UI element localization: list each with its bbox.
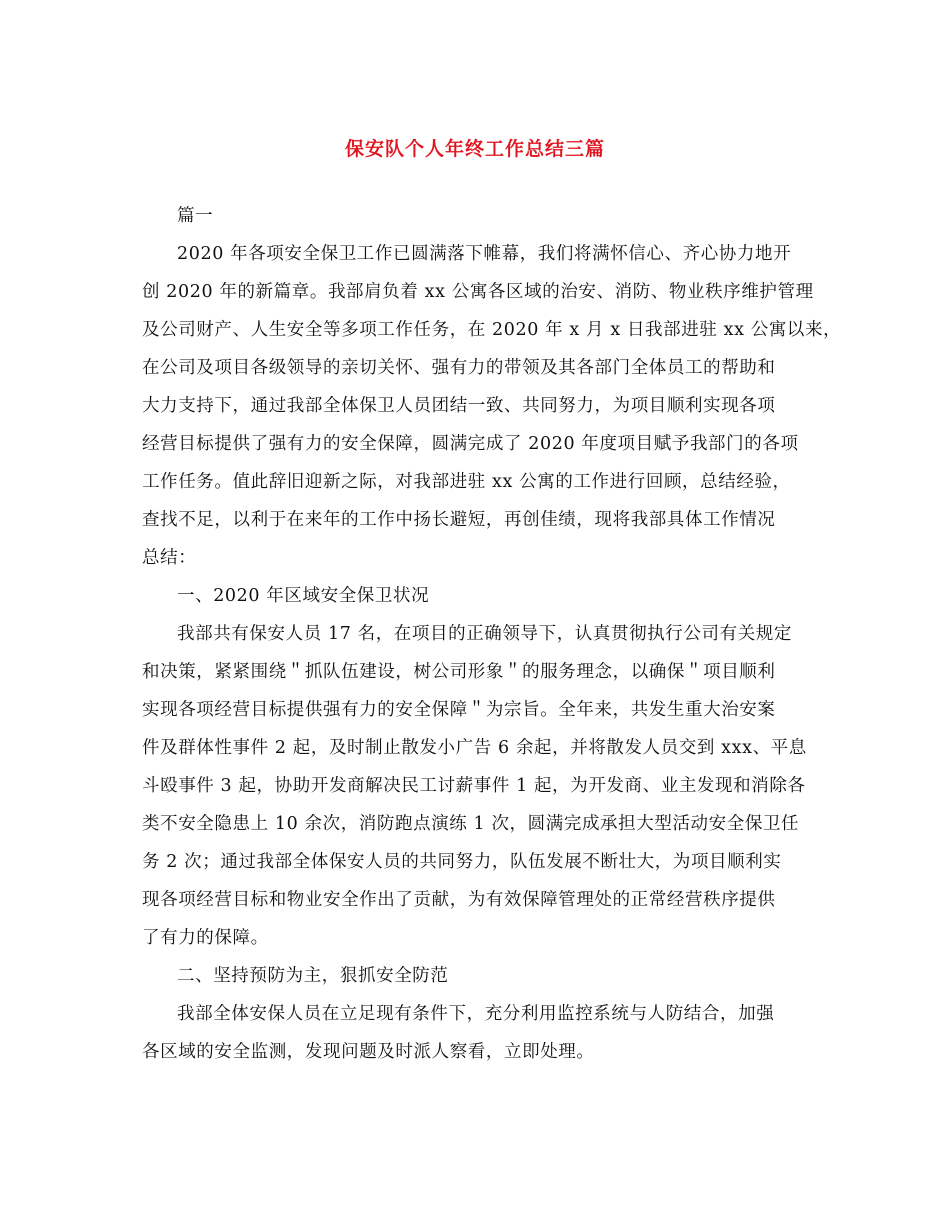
document-line-1: 篇一 [177,206,214,226]
document-line-7: 经营目标提供了强有力的安全保障，圆满完成了 2020 年度项目赋予我部门的各项 [142,434,799,454]
document-title: 保安队个人年终工作总结三篇 [344,138,605,160]
document-line-9: 查找不足，以利于在来年的工作中扬长避短，再创佳绩，现将我部具体工作情况 [142,510,776,530]
document-line-4: 及公司财产、人生安全等多项工作任务，在 2020 年 x 月 x 日我部进驻 xx 公寓以来， [142,320,842,340]
document-line-20: 了有力的保障。 [142,928,269,948]
document-line-8: 工作任务。值此辞旧迎新之际，对我部进驻 xx 公寓的工作进行回顾，总结经验， [142,472,791,492]
section-heading-2: 二、坚持预防为主，狠抓安全防范 [177,966,449,986]
document-line-18: 务 2 次；通过我部全体保安人员的共同努力，队伍发展不断壮大，为项目顺利实 [142,852,782,872]
document-line-14: 实现各项经营目标提供强有力的安全保障＂为宗旨。全年来，共发生重大治安案 [142,700,776,720]
section-heading-1: 一、2020 年区域安全保卫状况 [177,586,430,606]
document-line-13: 和决策，紧紧围绕＂抓队伍建设，树公司形象＂的服务理念，以确保＂项目顺利 [142,662,776,682]
document-line-6: 大力支持下，通过我部全体保卫人员团结一致、共同努力，为项目顺利实现各项 [142,396,776,416]
document-line-10: 总结： [142,548,197,568]
document-line-15: 件及群体性事件 2 起，及时制止散发小广告 6 余起，并将散发人员交到 xxx、平息 [142,738,807,758]
document-line-16: 斗殴事件 3 起，协助开发商解决民工讨薪事件 1 起，为开发商、业主发现和消除各 [142,776,806,796]
document-line-3: 创 2020 年的新篇章。我部肩负着 xx 公寓各区域的治安、消防、物业秩序维护管理 [142,282,814,302]
document-line-12: 我部共有保安人员 17 名，在项目的正确领导下，认真贯彻执行公司有关规定 [177,624,792,644]
document-line-17: 类不安全隐患上 10 余次，消防跑点演练 1 次，圆满完成承担大型活动安全保卫任 [142,814,800,834]
document-line-19: 现各项经营目标和物业安全作出了贡献，为有效保障管理处的正常经营秩序提供 [142,890,776,910]
document-line-23: 各区域的安全监测，发现问题及时派人察看，立即处理。 [142,1042,595,1062]
document-line-22: 我部全体安保人员在立足现有条件下，充分利用监控系统与人防结合，加强 [177,1004,775,1024]
document-line-5: 在公司及项目各级领导的亲切关怀、强有力的带领及其各部门全体员工的帮助和 [142,358,776,378]
document-line-2: 2020 年各项安全保卫工作已圆满落下帷幕，我们将满怀信心、齐心协力地开 [177,244,792,264]
